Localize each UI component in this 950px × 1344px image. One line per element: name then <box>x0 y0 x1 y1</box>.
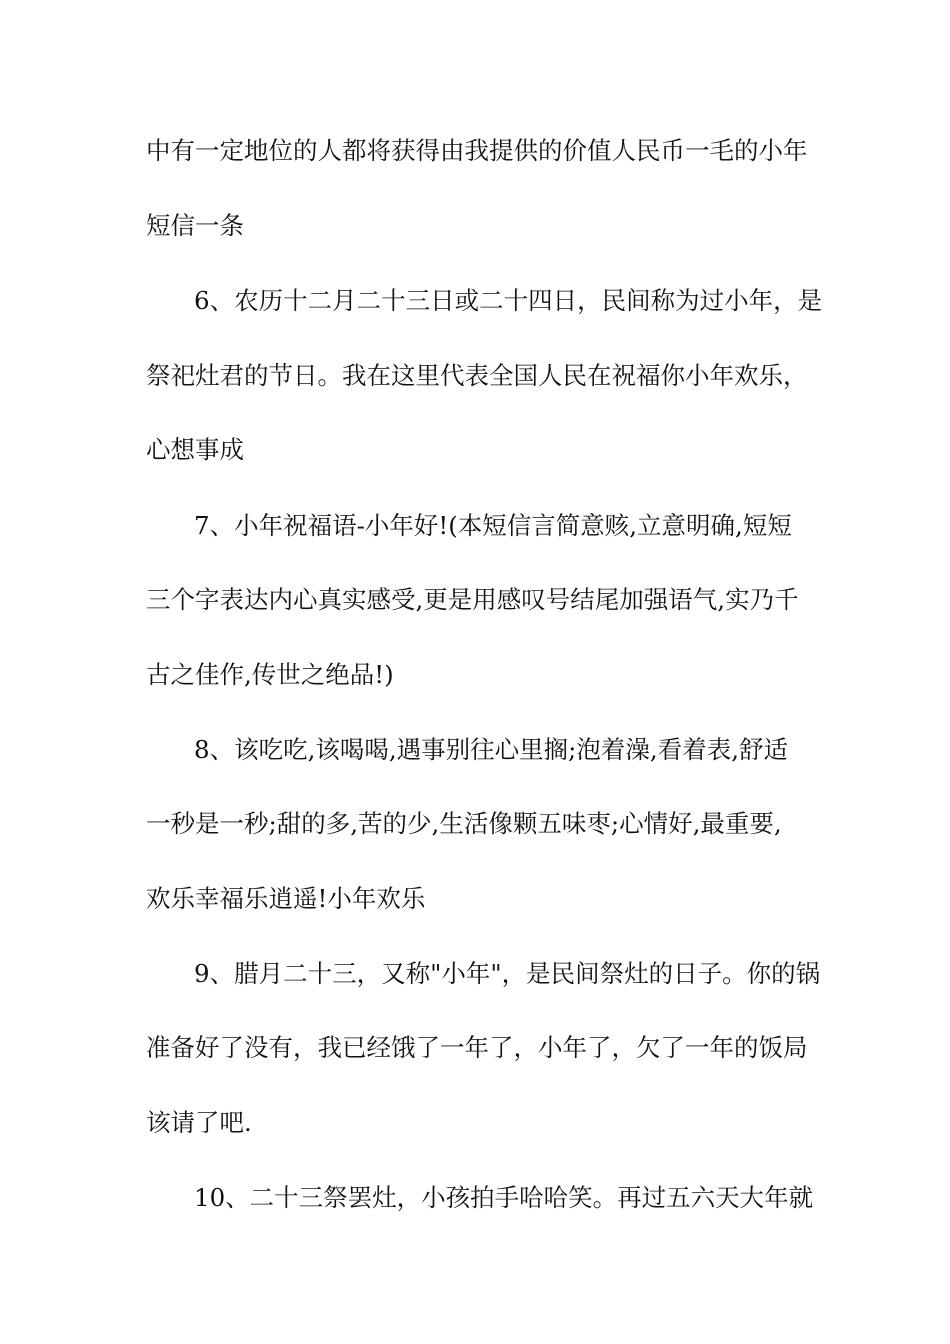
text-line: 祭祀灶君的节日。我在这里代表全国人民在祝福你小年欢乐， <box>146 361 808 390</box>
text-line: 心想事成 <box>146 435 244 464</box>
text-line: 短信一条 <box>146 211 244 240</box>
paragraph-10-start: 10、二十三祭罢灶，小孩拍手哈哈笑。再过五六天大年就 <box>194 1183 814 1212</box>
text-line: 古之佳作,传世之绝品!) <box>146 660 394 689</box>
text-line: 该请了吧. <box>146 1108 252 1137</box>
text-line: 准备好了没有，我已经饿了一年了，小年了，欠了一年的饭局 <box>146 1033 808 1062</box>
text-line: 一秒是一秒;甜的多,苦的少,生活像颗五味枣;心情好,最重要, <box>146 809 782 838</box>
paragraph-9-start: 9、腊月二十三，又称"小年"，是民间祭灶的日子。你的锅 <box>194 959 821 988</box>
paragraph-7-start: 7、小年祝福语-小年好!(本短信言简意赅,立意明确,短短 <box>194 511 792 540</box>
paragraph-8-start: 8、该吃吃,该喝喝,遇事别往心里搁;泡着澡,看着表,舒适 <box>194 735 788 764</box>
paragraph-6-start: 6、农历十二月二十三日或二十四日，民间称为过小年，是 <box>194 286 823 315</box>
text-line: 中有一定地位的人都将获得由我提供的价值人民币一毛的小年 <box>146 136 808 165</box>
text-line: 欢乐幸福乐逍遥!小年欢乐 <box>146 884 426 913</box>
text-line: 三个字表达内心真实感受,更是用感叹号结尾加强语气,实乃千 <box>146 585 799 614</box>
